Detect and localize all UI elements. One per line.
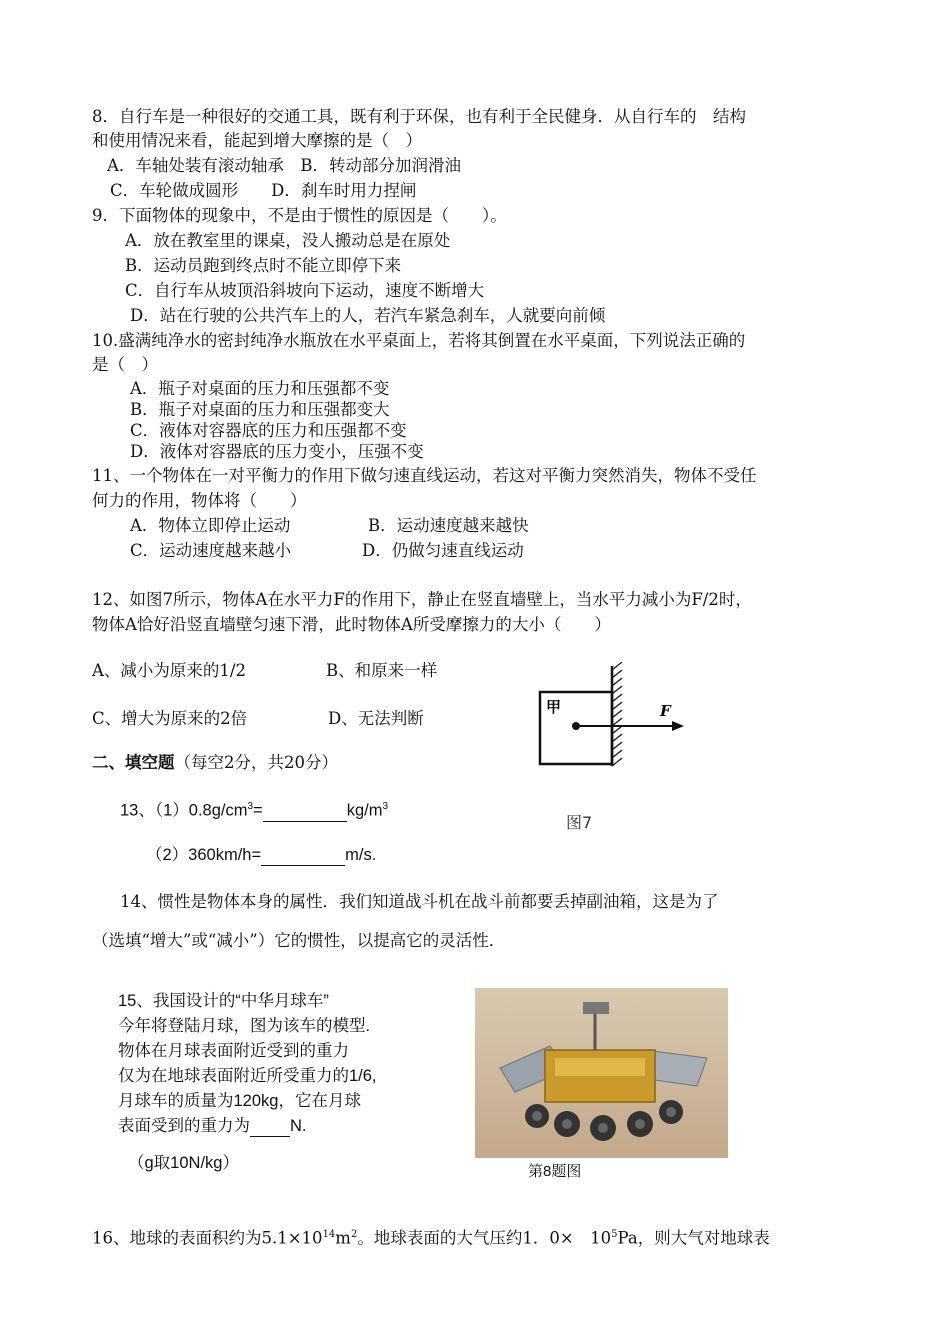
q10-option-d: D．液体对容器底的压力变小，压强不变 <box>130 442 424 461</box>
q15-line6-unit: N. <box>290 1117 307 1135</box>
section-2-title: 二、填空题 <box>92 753 175 772</box>
q13-part1-unit-exp: 3 <box>382 801 389 812</box>
q16-exp3: 5 <box>611 1229 618 1240</box>
q13-part2-blank[interactable] <box>261 847 345 866</box>
q16-exp2: 2 <box>350 1229 358 1240</box>
q13-part2-prefix: （2）360km/h= <box>146 846 262 864</box>
q15-line3: 物体在月球表面附近受到的重力 <box>118 1042 349 1060</box>
q8-stem-line2: 和使用情况来看，能起到增大摩擦的是（ ） <box>92 131 422 150</box>
rover-body-highlight <box>555 1058 645 1076</box>
q12-option-c: C、增大为原来的2倍 <box>92 709 248 728</box>
q9-option-c: C．自行车从坡顶沿斜坡向下运动，速度不断增大 <box>125 281 485 300</box>
q9-stem: 9．下面物体的现象中，不是由于惯性的原因是（ ）。 <box>92 206 507 225</box>
q12-option-a: A、减小为原来的1/2 <box>92 661 246 680</box>
force-label: F <box>660 702 671 720</box>
block-label: 甲 <box>546 698 562 716</box>
q13-part2-unit: m/s. <box>345 846 377 864</box>
q12-stem-line2: 物体A恰好沿竖直墙壁匀速下滑，此时物体A所受摩擦力的大小（ ） <box>92 615 611 634</box>
q11-option-d: D．仍做匀速直线运动 <box>362 541 524 560</box>
q13-part2 <box>146 844 376 866</box>
q16-exp1: 14 <box>322 1229 336 1240</box>
q15-line6 <box>118 1115 307 1137</box>
q8-options-cd: C．车轮做成圆形 D．刹车时用力捏闸 <box>110 181 417 200</box>
q15-line2: 今年将登陆月球，图为该车的模型. <box>118 1017 371 1035</box>
q15-line5: 月球车的质量为120kg，它在月球 <box>118 1092 361 1110</box>
figure-7-caption: 图7 <box>566 813 593 832</box>
q13-part1-unit: kg/m <box>346 801 383 820</box>
q16-mid: m <box>335 1228 351 1248</box>
lunar-rover-photo <box>475 988 728 1158</box>
q11-stem-line2: 何力的作用，物体将（ ） <box>92 491 307 510</box>
wall-hatching <box>612 662 622 766</box>
q11-option-a: A．物体立即停止运动 <box>130 516 291 535</box>
q12-option-b: B、和原来一样 <box>326 661 438 680</box>
q15-blank[interactable] <box>250 1118 290 1137</box>
section-2-note: （每空2分，共20分） <box>174 753 338 772</box>
q9-option-a: A．放在教室里的课桌，没人搬动总是在原处 <box>125 231 451 250</box>
q9-option-d: D．站在行驶的公共汽车上的人，若汽车紧急刹车，人就要向前倾 <box>130 306 606 325</box>
q12-option-d: D、无法判断 <box>328 709 424 728</box>
camera-head <box>583 1002 609 1014</box>
q10-stem-line1: 10.盛满纯净水的密封纯净水瓶放在水平桌面上，若将其倒置在水平桌面，下列说法正确的 <box>92 331 746 350</box>
q11-option-b: B．运动速度越来越快 <box>368 516 529 535</box>
q10-option-a: A．瓶子对桌面的压力和压强都不变 <box>130 379 390 398</box>
force-arrowhead <box>672 721 684 731</box>
q14-line2: （选填“增大”或“减小”）它的惯性，以提高它的灵活性． <box>92 931 506 950</box>
q8-stem-line1: 8．自行车是一种很好的交通工具，既有利于环保，也有利于全民健身．从自行车的 结构 <box>92 107 746 126</box>
q13-part1 <box>120 796 388 822</box>
q12-stem-line1: 12、如图7所示，物体A在水平力F的作用下，静止在竖直墙壁上，当水平力减小为F/2时， <box>92 590 752 609</box>
q15-line4: 仅为在地球表面附近所受重力的1/6, <box>118 1067 377 1085</box>
q16-prefix: 16、地球的表面积约为5.1×10 <box>92 1228 323 1248</box>
q11-option-c: C．运动速度越来越小 <box>130 541 292 560</box>
q10-option-c: C．液体对容器底的压力和压强都不变 <box>130 421 407 440</box>
q10-option-b: B．瓶子对桌面的压力和压强都变大 <box>130 400 390 419</box>
q8-options-ab: A．车轴处装有滚动轴承 B．转动部分加润滑油 <box>107 156 462 175</box>
rover-caption: 第8题图 <box>528 1163 582 1180</box>
q13-part1-prefix: 13、（1）0.8g/cm <box>120 801 248 820</box>
section-2-heading <box>92 752 338 774</box>
q9-option-b: B．运动员跑到终点时不能立即停下来 <box>125 256 402 275</box>
q13-part1-exp: 3 <box>247 801 254 812</box>
q16-line1 <box>92 1224 770 1250</box>
q16-tail: Pa，则大气对地球表 <box>617 1228 770 1248</box>
figure-7-wall-block <box>536 662 696 842</box>
q15-line6-prefix: 表面受到的重力为 <box>118 1117 250 1135</box>
q13-part1-blank[interactable] <box>263 803 347 822</box>
q11-stem-line1: 11、一个物体在一对平衡力的作用下做匀速直线运动，若这对平衡力突然消失，物体不受任 <box>92 466 757 485</box>
q14-line1: 14、惯性是物体本身的属性．我们知道战斗机在战斗前都要丢掉副油箱，这是为了 <box>120 892 719 911</box>
q10-stem-line2: 是（ ） <box>92 355 158 374</box>
q15-line1: 15、我国设计的“中华月球车” <box>118 992 329 1010</box>
q15-hint: （g取10N/kg） <box>128 1154 239 1172</box>
q13-part1-eq: = <box>253 801 263 820</box>
q16-rest: 。地球表面的大气压约1．0× 10 <box>357 1228 612 1248</box>
